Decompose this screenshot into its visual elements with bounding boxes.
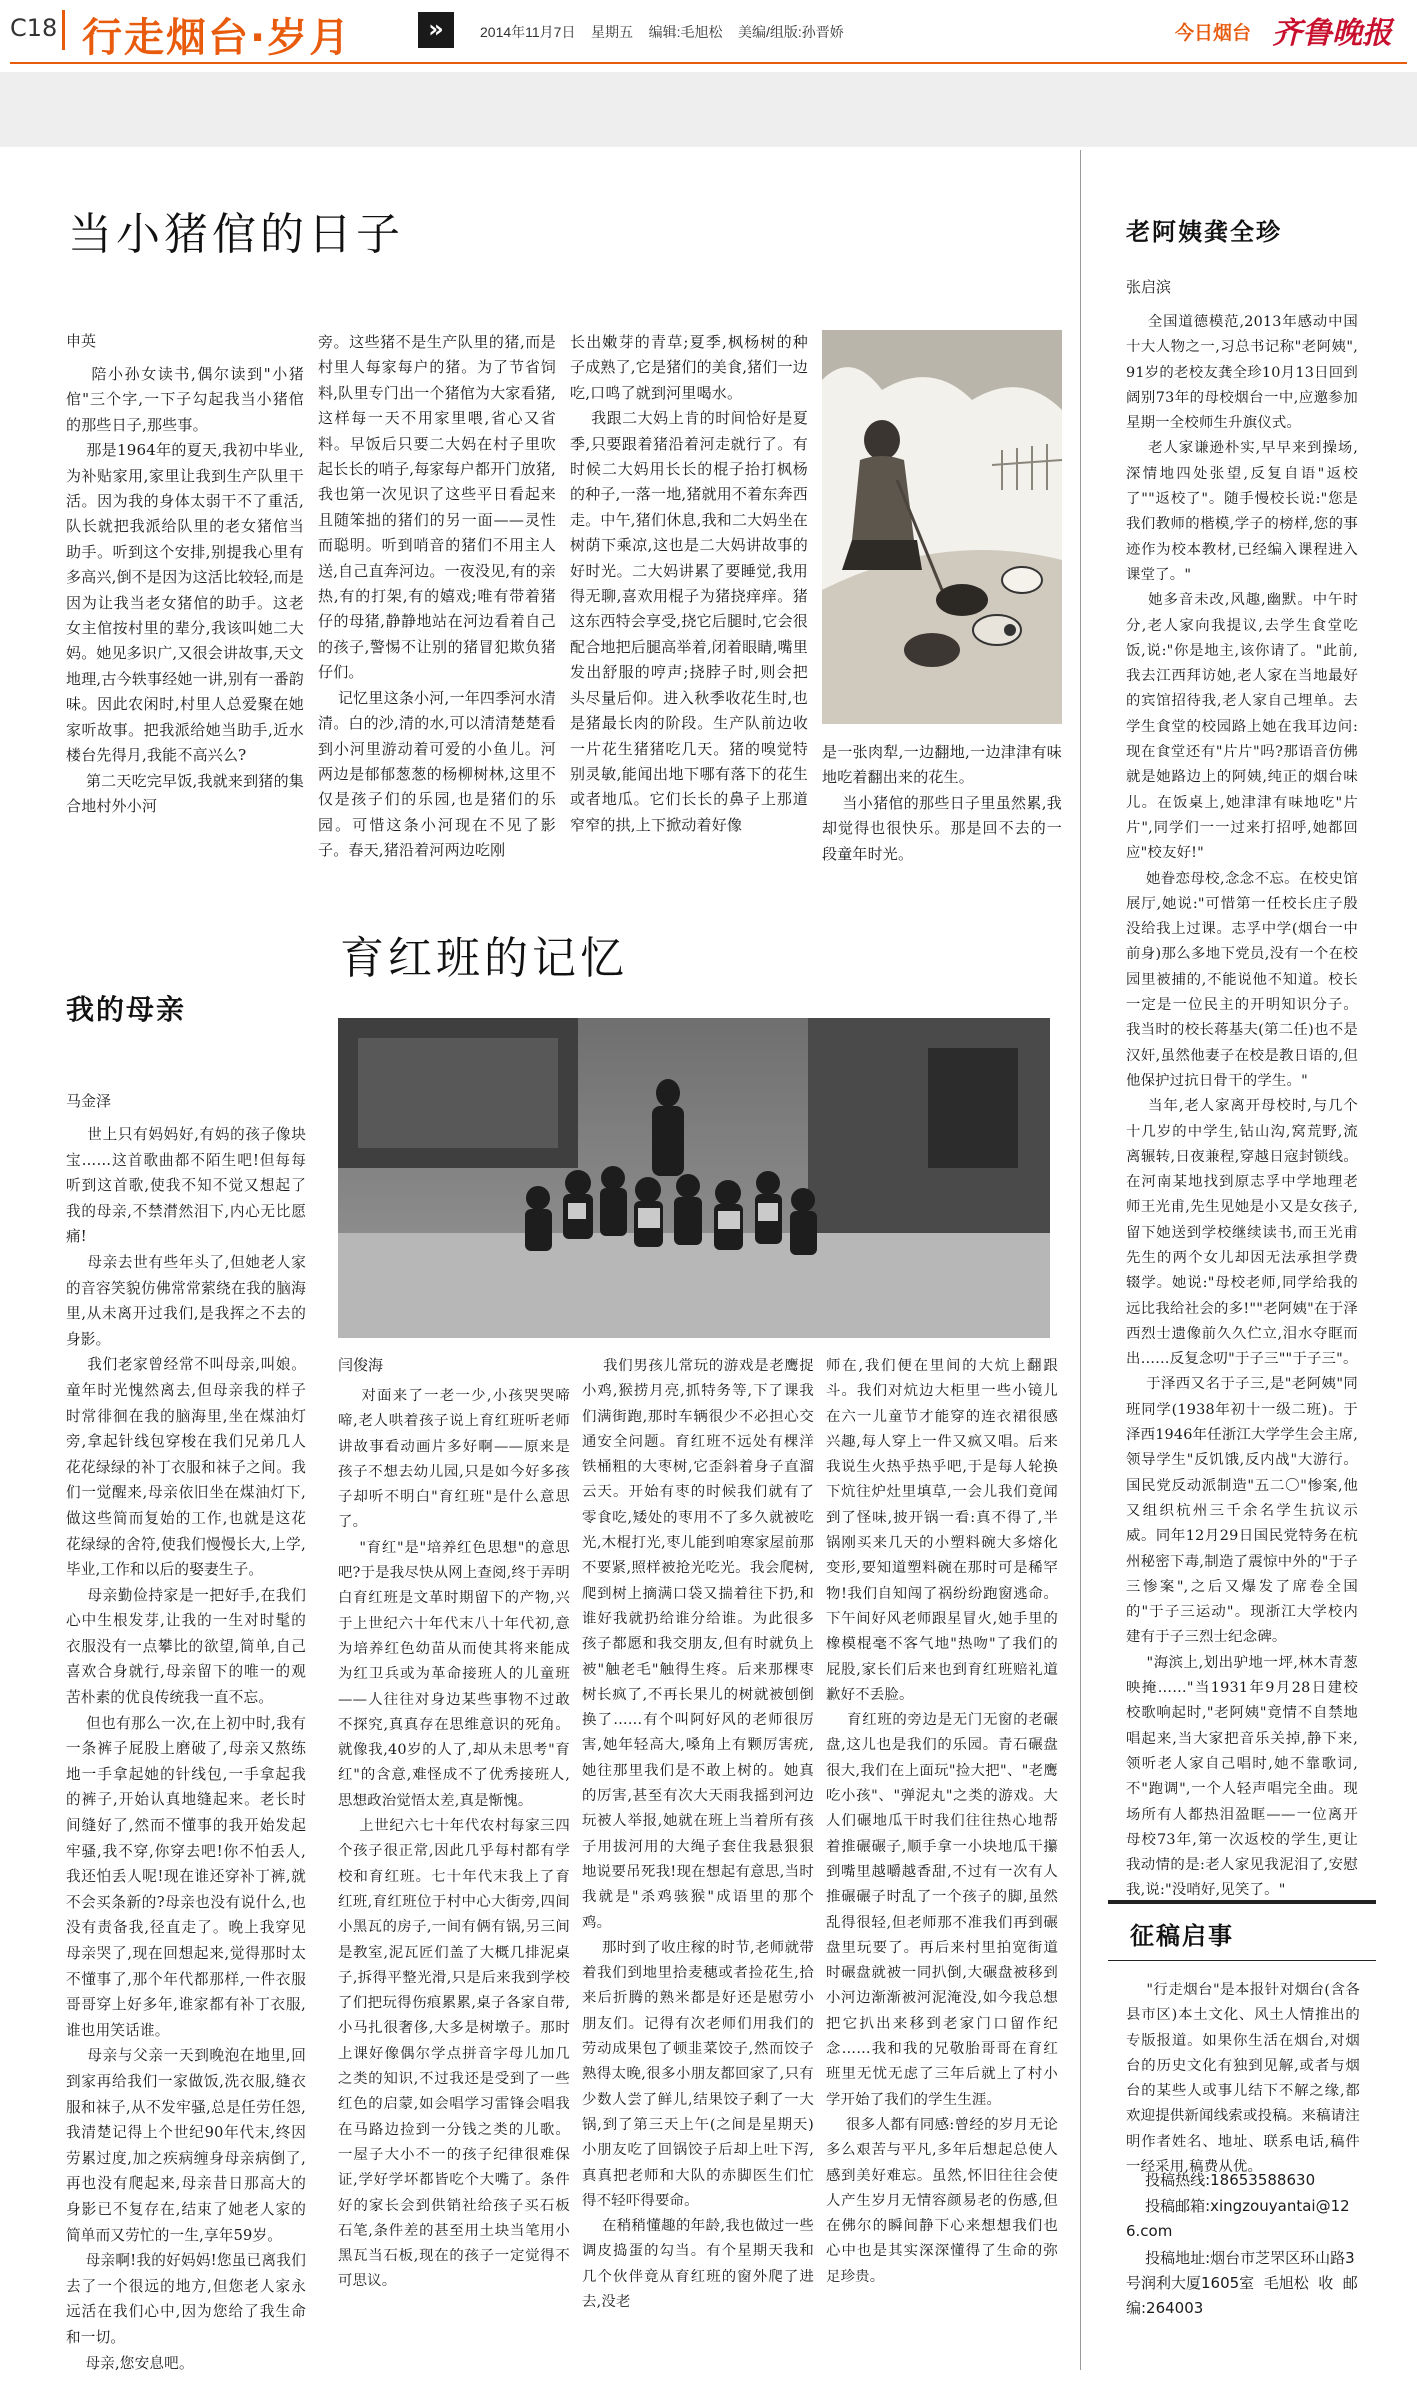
mother-column: 世上只有妈妈好,有妈的孩子像块宝……这首歌曲都不陌生吧!但每每听到这首歌,使我不知不觉又想起了我的母亲,不禁潸然泪下,内心无比愿痛! 母亲去世有些年头了,但她老人家的音容笑貌仿佛常常萦绕在我的脑海里,从未离开过我们,是我挥之不去的身影。 我们老家曾经常不叫母亲,叫娘。童年时光愧然离去,但母亲我的样子时常徘徊在我的脑海里,坐在煤油灯旁,拿起针线包穿梭在我们兄弟几人花花绿绿的补丁衣服和袜子之间。我们一觉醒来,母亲依旧坐在煤油灯下,做这些简而复始的工作,也就是这花花绿绿的舍符,使我们慢慢长大,上学,毕业,工作和以后的娶妻生子。 母亲勤俭持家是一把好手,在我们心中生根发芽,让我的一生对时髦的衣服没有一点攀比的欲望,简单,自己喜欢合身就行,母亲留下的唯一的观苦朴素的优良传统我一直不忘。 但也有那么一次,在上初中时,我有一条裤子屁股上磨破了,母亲又熬练地一手拿起她的针线包,一手拿起我的裤子,开始认真地缝起来。老长时间缝好了,然而不懂事的我开始发起牢骚,我不穿,你穿去吧!你不怕丢人,我还怕丢人呢!现在谁还穿补丁裤,就不会买条新的?母亲也没有说什么,也没有责备我,径直走了。晚上我穿见母亲哭了,现在回想起来,觉得那时太不懂事了,那个年代都那样,一件衣服哥哥穿上好多年,谁家都有补丁衣服,谁也用笑话谁。 母亲与父亲一天到晚泡在地里,回到家再给我们一家做饭,洗衣服,缝衣服和袜子,从不发牢骚,总是任劳任怨,我清楚记得上个世纪90年代末,终因劳累过度,加之疾病缠身母亲病倒了,再也没有爬起来,母亲昔日那高大的身影已不复存在,结束了她老人家的简单而又劳忙的一生,享年59岁。 母亲啊!我的好妈妈!您虽已离我们去了一个很远的地方,但您老人家永远活在我们心中,因为您给了我生命和一切。 母亲,您安息吧。 [66,1126,307,2372]
notice-email: 投稿邮箱:xingzouyantai@126.com [1126,2197,1350,2240]
issue-meta: 2014年11月7日 星期五 编辑:毛旭松 美编/组版:孙晋娇 [480,24,844,40]
page-header [0,0,1417,72]
newspaper-logo: 齐鲁晚报 [1272,16,1392,51]
kindergarten-photo [338,1018,1050,1338]
header-band [0,72,1417,147]
page-number: C18 [10,14,58,42]
author-shenying: 申英 [66,332,97,350]
double-chevron-icon: » [418,12,454,48]
piglet-column-3: 长出嫩芽的青草;夏季,枫杨树的种子成熟了,它是猪们的美食,猪们一边吃,口鸣了就到河里喝水。 我跟二大妈上肯的时间恰好是夏季,只要跟着猪沿着河走就行了。有时候二大妈用长长的棍子抬打枫杨的种子,一落一地,猪就用不着东奔西走。中午,猪们休息,我和二大妈坐在树荫下乘凉,这也是二大妈讲故事的好时光。二大妈讲累了要睡觉,我用得无聊,喜欢用棍子为猪挠痒痒。猪这东西特会享受,挠它后腿时,它会很配合地把后腿高举着,闭着眼睛,嘴里发出舒服的哼声;挠脖子时,则会把头尽量后仰。进入秋季收花生时,也是猪最长肉的阶段。生产队前边收一片花生猪猪吃几天。猪的嗅觉特别灵敏,能闻出地下哪有落下的花生或者地瓜。它们长长的鼻子上那道窄窄的拱,上下掀动着好像 [570,333,808,834]
header-rule [10,62,1407,64]
section-title: 行走烟台·岁月 [82,15,352,61]
header-divider [62,10,65,50]
piglet-illustration [822,330,1062,724]
article-title-piglet: 当小猪倌的日子 [68,209,404,260]
author-majinze: 马金泽 [66,1092,112,1110]
gong-column: 全国道德模范,2013年感动中国十大人物之一,习总书记称"老阿姨",91岁的老校友龚全珍10月13日回到阔别73年的母校烟台一中,应邀参加星期一全校师生升旗仪式。 老人家谦逊朴实,早早来到操场,深情地四处张望,反复自语"返校了""返校了"。随手慢校长说:"您是我们教师的楷模,学子的榜样,您的事迹作为校本教材,已经编入课程进入课堂了。" 她多音未改,风趣,幽默。中午时分,老人家向我提议,去学生食堂吃饭,说:"你是地主,该你请了。"此前,我去江西拜访她,老人家在当地最好的宾馆招待我,老人家自己埋单。去学生食堂的校园路上她在我耳边问:现在食堂还有"片片"吗?那语音仿佛就是她路边上的阿姨,纯正的烟台味儿。在饭桌上,她津津有味地吃"片片",同学们一一过来打招呼,她都回应"校友好!" 她眷恋母校,念念不忘。在校史馆展厅,她说:"可惜第一任校长庄子殷没给我上过课。志孚中学(烟台一中前身)那么多地下党员,没有一个在校园里被捕的,不能说他不知道。校长一定是一位民主的开明知识分子。我当时的校长蒋基夫(第二任)也不是汉奸,虽然他妻子在校是教日语的,但他保护过抗日骨干的学生。" 当年,老人家离开母校时,与几个十几岁的中学生,钻山沟,窝荒野,流离辗转,日夜兼程,穿越日寇封锁线。在河南某地找到原志孚中学地理老师王光甫,先生见她是小又是女孩子,留下她送到学校继续读书,而王光甫先生的两个女儿却因无法承担学费辍学。她说:"母校老师,同学给我的远比我给社会的多!""老阿姨"在于泽西烈士遗像前久久伫立,泪水夺眶而出……反复念叨"于子三""于子三"。 于泽西又名于子三,是"老阿姨"同班同学(1938年初十一级二班)。于泽西1946年任浙江大学学生会主席,领导学生"反饥饿,反内战"大游行。国民党反动派制造"五二〇"惨案,他又组织杭州三千余名学生抗议示威。同年12月29日国民党特务在杭州秘密下毒,制造了震惊中外的"于子三惨案",之后又爆发了席卷全国的"于子三运动"。现浙江大学校内建有于子三烈士纪念碑。 "海滨上,划出驴地一坪,林木青葱映掩……"当1931年9月28日建校校歌响起时,"老阿姨"竟情不自禁地唱起来,当大家把音乐关掉,静下来,领听老人家自己唱时,她不靠歌词,不"跑调",一个人轻声唱完全曲。现场所有人都热泪盈眶——一位离开母校73年,第一次返校的学生,更让我动情的是:老人家见我泥泪了,安慰我,说:"没哨好,见笑了。" [1126,314,1358,1899]
article-title-gong: 老阿姨龚全珍 [1126,218,1282,246]
author-zhangqibin: 张启滨 [1126,278,1172,296]
edition-label: 今日烟台 [1175,22,1252,44]
notice-title-rule [1108,1960,1376,1961]
notice-address: 投稿地址:烟台市芝罘区环山路3号润利大厦1605室 毛旭松 收 邮编:264003 [1126,2249,1358,2317]
notice-body: "行走烟台"是本报针对烟台(含各县市区)本土文化、风土人情推出的专版报道。如果你生活在烟台,对烟台的历史文化有独到见解,或者与烟台的某些人或事儿结下不解之缘,都欢迎提供新闻线索或投稿。来稿请注明作者姓名、地址、联系电话,稿件一经采用,稿费从优。 [1126,1982,1360,2176]
piglet-column-4: 是一张肉犁,一边翻地,一边津津有味地吃着翻出来的花生。 当小猪倌的那些日子里虽然累,我却觉得也很快乐。那是回不去的一段童年时光。 [822,743,1062,863]
yuhong-column-1: 对面来了一老一少,小孩哭哭啼啼,老人哄着孩子说上育红班听老师讲故事看动画片多好啊——原来是孩子不想去幼儿园,只是如今好多孩子却听不明白"育红班"是什么意思了。 "育红"是"培养红色思想"的意思吧?于是我尽快从网上查阅,终于弄明白育红班是文革时期留下的产物,兴于上世纪六十年代末八十年代初,意为培养红色幼苗从而使其将来能成为红卫兵或为革命接班人的儿童班——人往往对身边某些事物不过敢不探究,真真存在思维意识的死角。就像我,40岁的人了,却从未思考"育红"的含意,难怪成不了优秀接班人,思想政治觉悟太差,真是惭愧。 上世纪六七十年代农村每家三四个孩子很正常,因此几乎每村都有学校和育红班。七十年代末我上了育红班,育红班位于村中心大街旁,四间小黑瓦的房子,一间有俩有锅,另三间是教室,泥瓦匠们盖了大概几排泥桌子,拆得平整光滑,只是后来我到学校了们把玩得伤痕累累,桌子各家自带,小马扎很奢侈,大多是树墩子。那时上课好像偶尔学点拼音字母儿加几之类的知识,不过我还是受到了一些红色的启蒙,如会唱学习雷锋会唱我在马路边捡到一分钱之类的儿歌。一屋子大小不一的孩子纪律很难保证,学好学坏都皆吃个大嘴了。条件好的家长会到供销社给孩子买石板石笔,条件差的甚至用土块当笔用小黑瓦当石板,现在的孩子一定觉得不可思议。 [338,1388,570,2290]
piglet-column-2: 旁。这些猪不是生产队里的猪,而是村里人每家每户的猪。为了节省饲料,队里专门出一个猪倌为大家看猪,这样每一天不用家里喂,省心又省料。早饭后只要二大妈在村子里吹起长长的哨子,每家每户都开门放猪,我也第一次见识了这些平日看起来且随笨拙的猪们的另一面——灵性而聪明。听到哨音的猪们不用主人送,自己直奔河边。一夜没见,有的亲热,有的打架,有的嬉戏;唯有带着猪仔的母猪,静静地站在河边看着自己的孩子,警惕不让别的猪冒犯欺负猪仔们。 记忆里这条小河,一年四季河水清清。白的沙,清的水,可以清清楚楚看到小河里游动着可爱的小鱼儿。河两边是郁郁葱葱的杨柳树林,这里不仅是孩子们的乐园,也是猪们的乐园。可惜这条小河现在不见了影子。春天,猪沿着河两边吃刚 [318,333,556,860]
article-title-yuhong: 育红班的记忆 [340,933,628,984]
yuhong-column-3: 师在,我们便在里间的大炕上翻跟斗。我们对炕边大柜里一些小镜儿在六一儿童节才能穿的连衣裙很感兴趣,每人穿上一件又疯又唱。后来我说生火热乎热乎吧,于是每人轮换下炕往炉灶里填草,一会儿我们竟闻到了怪味,披开锅一看:真不得了,半锅刚买来几天的小塑料碗大多熔化变形,要知道塑料碗在那时可是稀罕物!我们自知闯了祸纷纷跑窗逃命。下午间好风老师跟星冒火,她手里的橡模棍毫不客气地"热吻"了我们的屁股,家长们后来也到育红班赔礼道歉好不丢脸。 育红班的旁边是无门无窗的老碾盘,这儿也是我们的乐园。青石碾盘很大,我们在上面玩"捡大把"、"老鹰吃小孩"、"弹泥丸"之类的游戏。大人们碾地瓜干时我们往往热心地帮着推碾碾子,顺手拿一小块地瓜干攥到嘴里越嚼越香甜,不过有一次有人推碾碾子时乱了一个孩子的脚,虽然乱得很轻,但老师那不准我们再到碾盘里玩要了。再后来村里拍宽街道时碾盘就被一同扒倒,大碾盘被移到小河边渐渐被河泥淹没,如今我总想把它扒出来移到老家门口留作纪念……我和我的兄敬胎哥哥在育红班里无忧无虑了三年后就上了村小学开始了我们的学生生涯。 很多人都有同感:曾经的岁月无论多么艰苦与平凡,多年后想起总使人感到美好难忘。虽然,怀旧往往会使人产生岁月无情容颜易老的伤感,但在佛尔的瞬间静下心来想想我们也心中也是其实深深懂得了生命的弥足珍贵。 [826,1358,1058,2285]
author-yanjunhai: 闫俊海 [338,1356,384,1374]
piglet-column-1: 陪小孙女读书,偶尔读到"小猪倌"三个字,一下子勾起我当小猪倌的那些日子,那些事。 那是1964年的夏天,我初中毕业,为补贴家用,家里让我到生产队里干活。因为我的身体太弱干不了重活,队长就把我派给队里的老女猪倌当助手。听到这个安排,别提我心里有多高兴,倒不是因为这活比较轻,而是因为让我当老女猪倌的助手。这老女主倌按村里的辈分,我该叫她二大妈。她见多识广,又很会讲故事,天文地理,古今轶事经她一讲,别有一番韵味。因此农闲时,村里人总爱聚在她家听故事。把我派给她当助手,近水楼台先得月,我能不高兴么? 第二天吃完早饭,我就来到猪的集合地村外小河 [66,365,305,815]
sidebar-rule [1080,150,1081,2370]
notice-hotline: 投稿热线:18653588630 [1126,2171,1316,2189]
notice-rule [1108,1900,1376,1904]
yuhong-column-2: 我们男孩儿常玩的游戏是老鹰捉小鸡,猴捞月亮,抓特务等,下了课我们满街跑,那时车辆很少不必担心交通安全问题。育红班不远处有棵洋铁桶粗的大枣树,它歪斜着身子直溜云天。开始有枣的时候我们就有了零食吃,矮处的枣用不了多久就被吃光,木棍打光,枣儿能到咱寒家屋前那不要紧,照样被抢光吃光。我会爬树,爬到树上摘满口袋又揣着往下扔,和谁好我就扔给谁分给谁。为此很多孩子都愿和我交朋友,但有时就负上被"触老毛"触得生疼。后来那棵枣树长疯了,不再长果儿的树就被刨倒换了……有个叫阿好风的老师很厉害,她年轻高大,嗓角上有颗厉害疣,她往那里我们是不敢上树的。她真的厉害,甚至有次大天雨我摇到河边玩被人举报,她就在班上当着所有孩子用拔河用的大绳子套住我悬狠狠地说要吊死我!现在想起有意思,当时我就是"杀鸡骇猴"成语里的那个鸡。 那时到了收庄稼的时节,老师就带着我们到地里拾麦穗或者捡花生,拾来后折腾的熟米都是好还是慰劳小朋友们。记得有次老师们用我们的劳动成果包了顿韭菜饺子,然而饺子熟得太晚,很多小朋友都回家了,只有少数人尝了鲜儿,结果饺子剩了一大锅,到了第三天上午(之间是星期天)小朋友吃了回锅饺子后却上吐下泻,真真把老师和大队的赤脚医生们忙得不轻吓得要命。 在稍稍懂趣的年龄,我也做过一些调皮捣蛋的勾当。有个星期天我和几个伙伴竟从育红班的窗外爬了进去,没老 [582,1358,814,2310]
notice-title: 征稿启事 [1130,1922,1234,1950]
article-title-mother: 我的母亲 [66,993,187,1026]
